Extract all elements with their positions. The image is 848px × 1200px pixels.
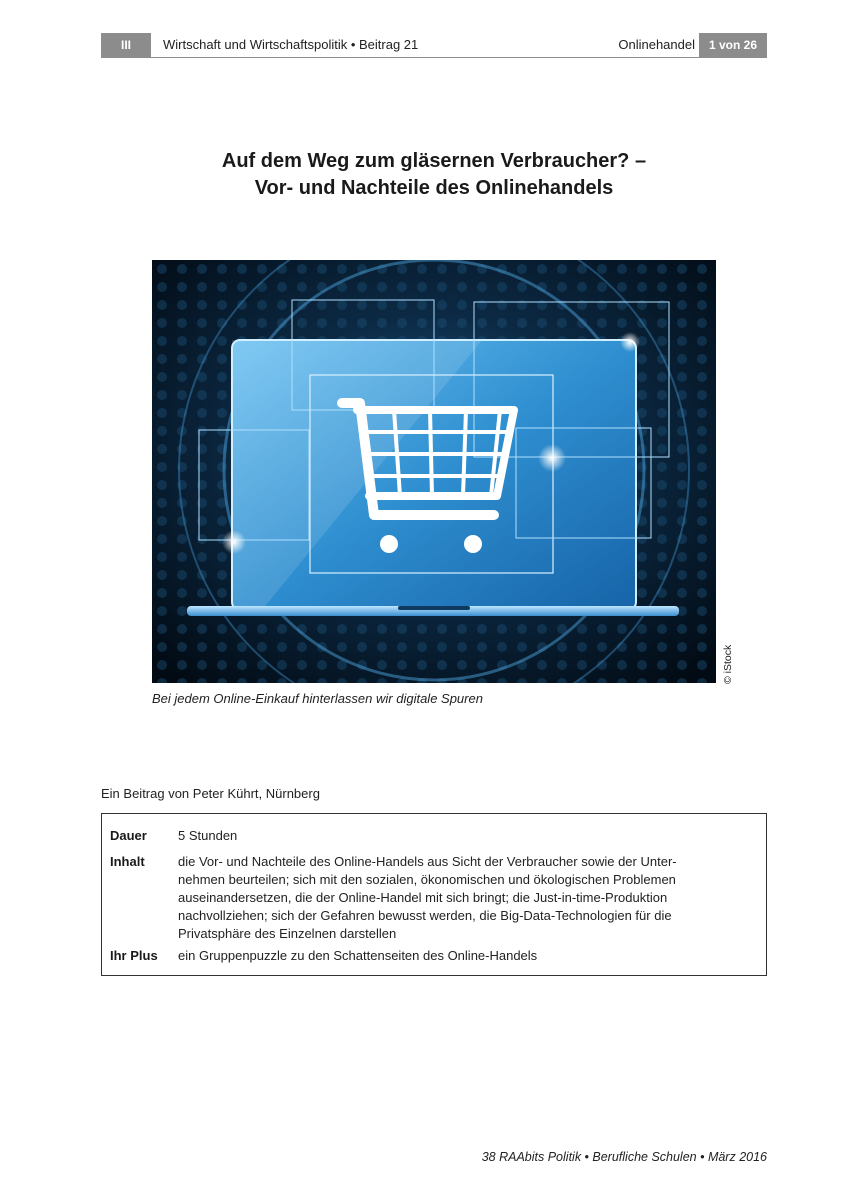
content-line: Privatsphäre des Einzelnen darstellen — [178, 926, 397, 941]
series-title: Wirtschaft und Wirtschaftspolitik • Beitrag 21 — [163, 37, 419, 52]
sparkle-2 — [538, 444, 566, 472]
duration-value: 5 Stunden — [178, 828, 238, 843]
sparkle-1 — [222, 530, 246, 554]
title-line-2: Vor- und Nachteile des Onlinehandels — [254, 177, 614, 199]
info-box — [101, 813, 767, 976]
content-line: nachvollziehen; sich der Gefahren bewusst werden, die Big-Data-Technologien für die — [178, 908, 672, 923]
cart-wheel-right — [464, 535, 482, 553]
content-label: Inhalt — [110, 854, 145, 869]
title-line-1: Auf dem Weg zum gläsernen Verbraucher? – — [221, 150, 647, 172]
content-value — [178, 853, 758, 943]
sparkle-3 — [620, 332, 640, 352]
duration-label: Dauer — [110, 828, 147, 843]
plus-value: ein Gruppenpuzzle zu den Schattenseiten des Online-Handels — [178, 948, 538, 963]
cart-wheel-left — [380, 535, 398, 553]
page-header — [101, 33, 767, 57]
photo-credit: © iStock — [722, 644, 734, 684]
author-line: Ein Beitrag von Peter Kührt, Nürnberg — [101, 786, 320, 801]
header-rule — [101, 57, 767, 58]
section-badge: III — [101, 33, 151, 57]
page-footer: 38 RAAbits Politik • Berufliche Schulen • März 2016 — [481, 1150, 767, 1164]
page-counter: 1 von 26 — [699, 33, 767, 57]
content-line: nehmen beurteilen; sich mit den sozialen, ökonomischen und ökologischen Problemen — [178, 872, 676, 887]
figure-caption: Bei jedem Online-Einkauf hinterlassen wir digitale Spuren — [152, 691, 483, 706]
page-title — [101, 148, 767, 202]
content-line: auseinandersetzen, die der Online-Handel mit sich bringt; die Just-in-time-Produktion — [178, 890, 668, 905]
laptop-notch — [398, 606, 470, 610]
content-line: die Vor- und Nachteile des Online-Handels aus Sicht der Verbraucher sowie der Unter- — [178, 854, 677, 869]
topic-label: Onlinehandel — [618, 37, 695, 52]
plus-label: Ihr Plus — [110, 948, 158, 963]
shopping-cart-illustration — [152, 260, 716, 683]
